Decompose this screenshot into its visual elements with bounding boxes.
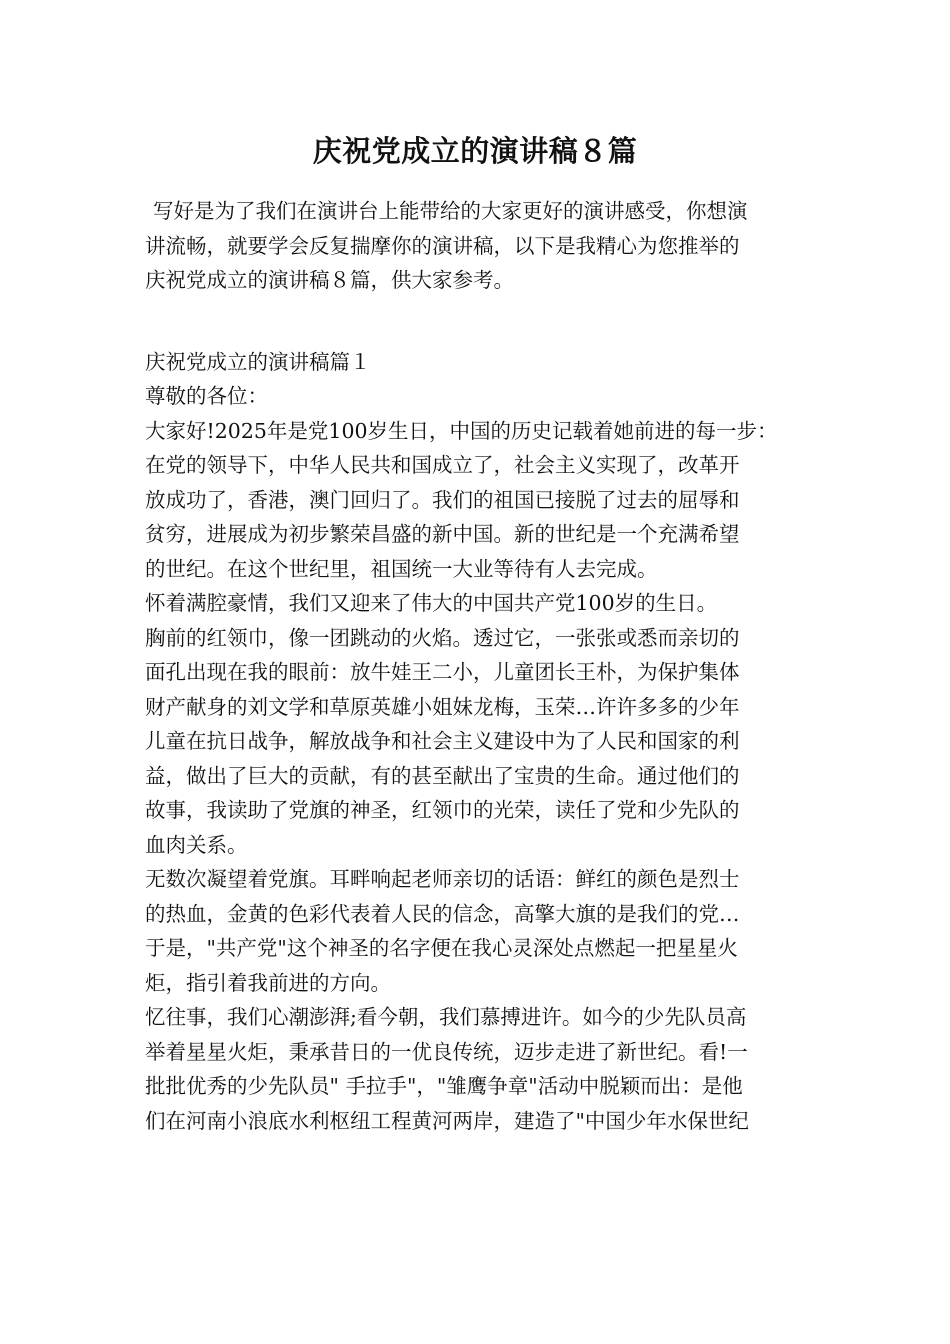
body-line: 故事，我读助了党旗的神圣，红领巾的光荣，读任了党和少先队的 — [145, 798, 740, 822]
intro-line: 讲流畅，就要学会反复揣摩你的演讲稿，以下是我精心为您推举的 — [145, 233, 740, 258]
body-line: 血肉关系。 — [145, 832, 248, 857]
document-body — [145, 194, 817, 1138]
section-heading: 庆祝党成立的演讲稿篇１ — [145, 349, 371, 374]
body-line: 们在河南小浪底水利枢纽工程黄河两岸，建造了"中国少年水保世纪 — [145, 1108, 749, 1133]
paragraph-gap — [145, 298, 817, 345]
body-line: 无数次凝望着党旗。耳畔响起老师亲切的话语：鲜红的颜色是烈士 — [145, 867, 740, 891]
body-line: 在党的领导下，中华人民共和国成立了，社会主义实现了，改革开 — [145, 453, 740, 477]
body-line: 批批优秀的少先队员" 手拉手"，"雏鹰争章"活动中脱颖而出：是他 — [145, 1074, 743, 1098]
body-line: 的世纪。在这个世纪里，祖国统一大业等待有人去完成。 — [145, 556, 658, 581]
body-line: 益，做出了巨大的贡献，有的甚至献出了宝贵的生命。通过他们的 — [145, 763, 740, 788]
body-line: 于是，"共产党"这个神圣的名字便在我心灵深处点燃起一把星星火 — [145, 936, 738, 960]
body-line: 贫穷，进展成为初步繁荣昌盛的新中国。新的世纪是一个充满希望 — [145, 522, 740, 546]
body-line: 炬，指引着我前进的方向。 — [145, 970, 391, 995]
intro-line: 写好是为了我们在演讲台上能带给的大家更好的演讲感受，你想演 — [153, 199, 748, 223]
document-title: 庆祝党成立的演讲稿８篇 — [312, 134, 638, 168]
body-line: 怀着满腔豪情，我们又迎来了伟大的中国共产党100岁的生日。 — [145, 591, 718, 615]
body-line: 举着星星火炬，秉承昔日的一优良传统，迈步走进了新世纪。看!一 — [145, 1039, 748, 1064]
body-line: 财产献身的刘文学和草原英雄小姐妹龙梅，玉荣…许许多多的少年 — [145, 694, 740, 719]
body-line: 忆往事，我们心潮澎湃;看今朝，我们慕搏进许。如今的少先队员高 — [145, 1005, 747, 1029]
body-line: 儿童在抗日战争，解放战争和社会主义建设中为了人民和国家的利 — [145, 729, 740, 753]
intro-line: 庆祝党成立的演讲稿８篇，供大家参考。 — [145, 268, 514, 292]
body-line: 放成功了，香港，澳门回归了。我们的祖国已接脱了过去的屈辱和 — [145, 487, 740, 512]
salutation: 尊敬的各位： — [145, 384, 268, 408]
body-line: 大家好!2025年是党100岁生日，中国的历史记载着她前进的每一步： — [145, 418, 778, 443]
body-line: 的热血，金黄的色彩代表着人民的信念，高擎大旗的是我们的党… — [145, 901, 740, 926]
body-line: 面孔出现在我的眼前：放牛娃王二小，儿童团长王朴，为保护集体 — [145, 660, 740, 684]
body-line: 胸前的红领巾，像一团跳动的火焰。透过它，一张张或悉而亲切的 — [145, 625, 740, 650]
